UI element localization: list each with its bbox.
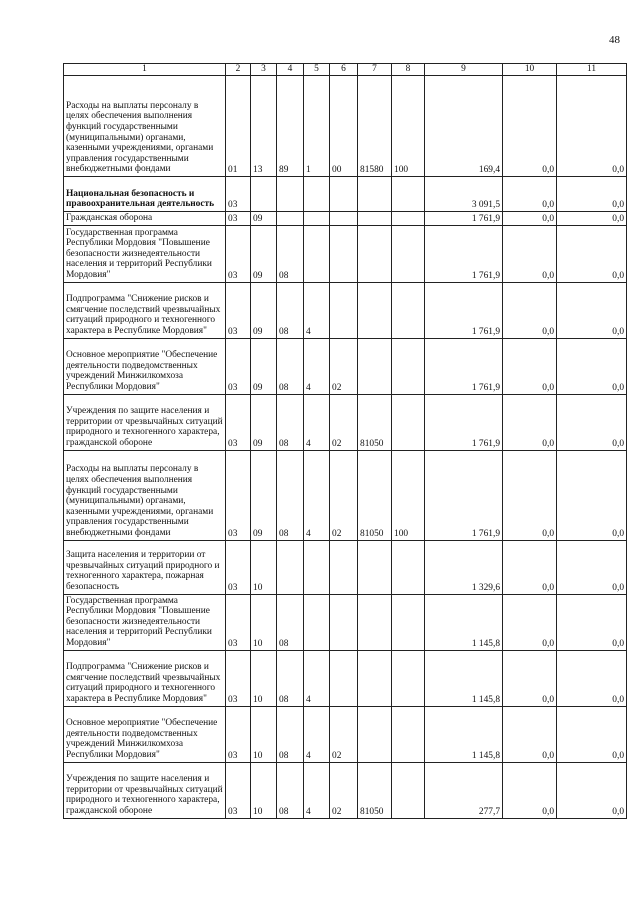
- cell-c5: 4: [304, 282, 330, 338]
- cell-c11: 0,0: [557, 338, 627, 394]
- cell-c9: 277,7: [425, 762, 503, 818]
- cell-c3: 10: [251, 540, 277, 594]
- cell-c10: 0,0: [503, 225, 557, 282]
- cell-c5: 4: [304, 394, 330, 450]
- row-name-cell: Учреждения по защите населения и территории от чрезвычайных ситуаций природного и техногенного характера, гражданской обороне: [64, 762, 226, 818]
- cell-c3: 10: [251, 706, 277, 762]
- cell-c5: 4: [304, 338, 330, 394]
- cell-c6: [330, 212, 358, 226]
- cell-c9: 1 761,9: [425, 450, 503, 540]
- table-row: [64, 540, 627, 594]
- cell-c9: 1 761,9: [425, 225, 503, 282]
- cell-c10: 0,0: [503, 338, 557, 394]
- cell-c9: 1 145,8: [425, 594, 503, 650]
- table-row: [64, 338, 627, 394]
- cell-c3: 10: [251, 594, 277, 650]
- cell-c3: 13: [251, 76, 277, 177]
- cell-c2: 01: [226, 76, 251, 177]
- cell-c9: 169,4: [425, 76, 503, 177]
- cell-c4: 08: [277, 282, 304, 338]
- table-row: [64, 177, 627, 212]
- cell-c3: 10: [251, 650, 277, 706]
- cell-c5: 1: [304, 76, 330, 177]
- cell-c6: [330, 650, 358, 706]
- cell-c4: 89: [277, 76, 304, 177]
- column-header-10: 10: [503, 64, 557, 76]
- cell-c4: 08: [277, 650, 304, 706]
- cell-c11: 0,0: [557, 394, 627, 450]
- cell-c4: 08: [277, 594, 304, 650]
- cell-c2: 03: [226, 450, 251, 540]
- row-name-cell: Учреждения по защите населения и территории от чрезвычайных ситуаций природного и техногенного характера, гражданской обороне: [64, 394, 226, 450]
- cell-c4: 08: [277, 338, 304, 394]
- cell-c6: 02: [330, 762, 358, 818]
- table-row: [64, 225, 627, 282]
- cell-c10: 0,0: [503, 706, 557, 762]
- cell-c3: 09: [251, 282, 277, 338]
- cell-c7: [358, 225, 392, 282]
- row-name-cell: Основное мероприятие "Обеспечение деятельности подведомственных учреждений Минжилкомхоза Республики Мордовия": [64, 338, 226, 394]
- cell-c7: [358, 212, 392, 226]
- cell-c9: 3 091,5: [425, 177, 503, 212]
- cell-c2: 03: [226, 282, 251, 338]
- cell-c7: 81050: [358, 394, 392, 450]
- cell-c11: 0,0: [557, 450, 627, 540]
- cell-c2: 03: [226, 540, 251, 594]
- row-name-cell: Национальная безопасность и правоохранительная деятельность: [64, 177, 226, 212]
- cell-c8: [392, 762, 425, 818]
- cell-c10: 0,0: [503, 212, 557, 226]
- cell-c2: 03: [226, 338, 251, 394]
- cell-c9: 1 145,8: [425, 650, 503, 706]
- cell-c10: 0,0: [503, 394, 557, 450]
- cell-c6: [330, 594, 358, 650]
- cell-c7: 81050: [358, 450, 392, 540]
- cell-c6: 00: [330, 76, 358, 177]
- cell-c5: 4: [304, 650, 330, 706]
- column-header-6: 6: [330, 64, 358, 76]
- cell-c5: 4: [304, 706, 330, 762]
- cell-c6: 02: [330, 394, 358, 450]
- cell-c4: [277, 540, 304, 594]
- cell-c8: 100: [392, 76, 425, 177]
- cell-c7: [358, 706, 392, 762]
- cell-c3: 09: [251, 212, 277, 226]
- cell-c3: 09: [251, 394, 277, 450]
- cell-c8: [392, 338, 425, 394]
- cell-c3: 09: [251, 225, 277, 282]
- cell-c11: 0,0: [557, 540, 627, 594]
- cell-c3: 09: [251, 450, 277, 540]
- cell-c2: 03: [226, 177, 251, 212]
- cell-c3: 09: [251, 338, 277, 394]
- cell-c4: 08: [277, 762, 304, 818]
- cell-c5: [304, 212, 330, 226]
- cell-c7: [358, 282, 392, 338]
- cell-c6: 02: [330, 450, 358, 540]
- table-header-row: [64, 64, 627, 76]
- page-number: 48: [609, 34, 620, 46]
- cell-c8: 100: [392, 450, 425, 540]
- cell-c8: [392, 177, 425, 212]
- cell-c9: 1 761,9: [425, 282, 503, 338]
- column-header-3: 3: [251, 64, 277, 76]
- cell-c10: 0,0: [503, 76, 557, 177]
- cell-c10: 0,0: [503, 594, 557, 650]
- cell-c10: 0,0: [503, 177, 557, 212]
- cell-c6: [330, 540, 358, 594]
- cell-c7: [358, 177, 392, 212]
- table-row: [64, 212, 627, 226]
- table-body: [64, 76, 627, 819]
- table-row: [64, 650, 627, 706]
- cell-c3: 10: [251, 762, 277, 818]
- cell-c9: 1 329,6: [425, 540, 503, 594]
- cell-c11: 0,0: [557, 212, 627, 226]
- cell-c4: 08: [277, 450, 304, 540]
- column-header-9: 9: [425, 64, 503, 76]
- cell-c8: [392, 225, 425, 282]
- cell-c8: [392, 212, 425, 226]
- cell-c9: 1 761,9: [425, 212, 503, 226]
- cell-c11: 0,0: [557, 762, 627, 818]
- budget-table: [63, 63, 627, 819]
- cell-c6: 02: [330, 706, 358, 762]
- cell-c7: [358, 650, 392, 706]
- cell-c11: 0,0: [557, 225, 627, 282]
- cell-c7: [358, 338, 392, 394]
- cell-c9: 1 145,8: [425, 706, 503, 762]
- cell-c4: 08: [277, 706, 304, 762]
- table-row: [64, 76, 627, 177]
- column-header-11: 11: [557, 64, 627, 76]
- cell-c10: 0,0: [503, 282, 557, 338]
- cell-c7: 81050: [358, 762, 392, 818]
- cell-c5: [304, 177, 330, 212]
- cell-c8: [392, 394, 425, 450]
- cell-c4: [277, 212, 304, 226]
- row-name-cell: Защита населения и территории от чрезвычайных ситуаций природного и техногенного характера, пожарная безопасность: [64, 540, 226, 594]
- cell-c8: [392, 540, 425, 594]
- cell-c8: [392, 594, 425, 650]
- cell-c4: [277, 177, 304, 212]
- cell-c6: [330, 282, 358, 338]
- table-row: [64, 282, 627, 338]
- cell-c8: [392, 706, 425, 762]
- row-name-cell: Гражданская оборона: [64, 212, 226, 226]
- cell-c10: 0,0: [503, 650, 557, 706]
- cell-c9: 1 761,9: [425, 394, 503, 450]
- cell-c11: 0,0: [557, 650, 627, 706]
- cell-c5: [304, 594, 330, 650]
- cell-c2: 03: [226, 212, 251, 226]
- table-row: [64, 394, 627, 450]
- column-header-7: 7: [358, 64, 392, 76]
- cell-c8: [392, 650, 425, 706]
- row-name-cell: Основное мероприятие "Обеспечение деятельности подведомственных учреждений Минжилкомхоза Республики Мордовия": [64, 706, 226, 762]
- cell-c3: [251, 177, 277, 212]
- cell-c11: 0,0: [557, 76, 627, 177]
- column-header-1: 1: [64, 64, 226, 76]
- cell-c2: 03: [226, 225, 251, 282]
- cell-c7: [358, 594, 392, 650]
- cell-c5: [304, 225, 330, 282]
- cell-c6: [330, 225, 358, 282]
- row-name-cell: Подпрограмма "Снижение рисков и смягчение последствий чрезвычайных ситуаций природного и техногенного характера в Республике Мордовия": [64, 282, 226, 338]
- cell-c5: 4: [304, 762, 330, 818]
- cell-c2: 03: [226, 762, 251, 818]
- cell-c10: 0,0: [503, 540, 557, 594]
- cell-c7: [358, 540, 392, 594]
- cell-c11: 0,0: [557, 706, 627, 762]
- cell-c9: 1 761,9: [425, 338, 503, 394]
- cell-c8: [392, 282, 425, 338]
- cell-c5: [304, 540, 330, 594]
- cell-c6: 02: [330, 338, 358, 394]
- row-name-cell: Расходы на выплаты персоналу в целях обеспечения выполнения функций государственными (муниципальными) органами, казенными учреждениями, органами управления государственными внебюджетными фондами: [64, 450, 226, 540]
- cell-c7: 81580: [358, 76, 392, 177]
- cell-c4: 08: [277, 225, 304, 282]
- cell-c2: 03: [226, 594, 251, 650]
- table-row: [64, 594, 627, 650]
- column-header-8: 8: [392, 64, 425, 76]
- cell-c11: 0,0: [557, 594, 627, 650]
- row-name-cell: Расходы на выплаты персоналу в целях обеспечения выполнения функций государственными (муниципальными) органами, казенными учреждениями, органами управления государственными внебюджетными фондами: [64, 76, 226, 177]
- cell-c2: 03: [226, 394, 251, 450]
- row-name-cell: Государственная программа Республики Мордовия "Повышение безопасности жизнедеятельности населения и территорий Республики Мордовия": [64, 594, 226, 650]
- cell-c2: 03: [226, 650, 251, 706]
- row-name-cell: Подпрограмма "Снижение рисков и смягчение последствий чрезвычайных ситуаций природного и техногенного характера в Республике Мордовия": [64, 650, 226, 706]
- table-row: [64, 762, 627, 818]
- cell-c10: 0,0: [503, 450, 557, 540]
- cell-c11: 0,0: [557, 177, 627, 212]
- table-row: [64, 450, 627, 540]
- cell-c6: [330, 177, 358, 212]
- cell-c5: 4: [304, 450, 330, 540]
- column-header-2: 2: [226, 64, 251, 76]
- column-header-4: 4: [277, 64, 304, 76]
- row-name-cell: Государственная программа Республики Мордовия "Повышение безопасности жизнедеятельности населения и территорий Республики Мордовия": [64, 225, 226, 282]
- table-row: [64, 706, 627, 762]
- cell-c4: 08: [277, 394, 304, 450]
- cell-c2: 03: [226, 706, 251, 762]
- cell-c11: 0,0: [557, 282, 627, 338]
- cell-c10: 0,0: [503, 762, 557, 818]
- column-header-5: 5: [304, 64, 330, 76]
